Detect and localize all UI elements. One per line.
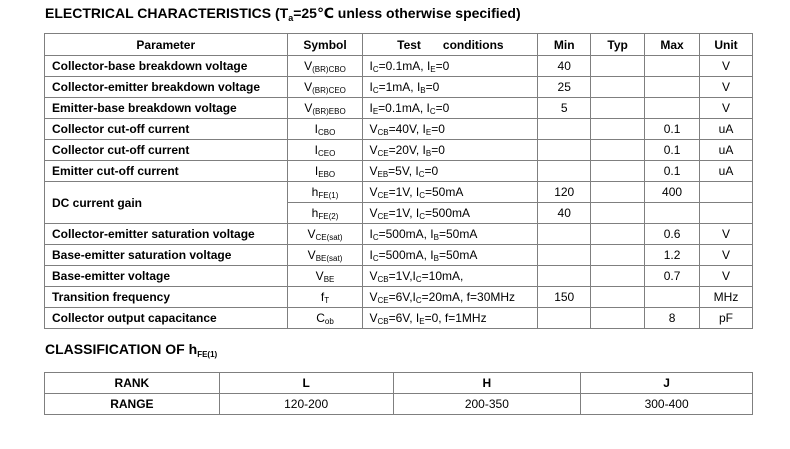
min-cell: 120 (538, 182, 591, 203)
min-cell (538, 245, 591, 266)
typ-cell (591, 56, 645, 77)
header-unit: Unit (700, 34, 753, 56)
unit-cell: uA (700, 119, 753, 140)
header-parameter: Parameter (45, 34, 288, 56)
classification-range-row (45, 394, 753, 415)
typ-cell (591, 308, 645, 329)
test-conditions-cell: $I_C=500mA$, $I_B=50mA$ (363, 245, 538, 266)
symbol-cell: $f_T$ (287, 287, 363, 308)
parameter-cell: Collector-emitter breakdown voltage (45, 77, 288, 98)
max-cell (645, 56, 700, 77)
symbol-cell: $I_{EBO}$ (287, 161, 363, 182)
symbol-cell: $V_{BE}$ (287, 266, 363, 287)
header-symbol: Symbol (287, 34, 363, 56)
typ-cell (591, 203, 645, 224)
max-cell: 0.7 (645, 266, 700, 287)
min-cell: 25 (538, 77, 591, 98)
unit-cell (700, 203, 753, 224)
typ-cell (591, 245, 645, 266)
parameter-cell: Collector-base breakdown voltage (45, 56, 288, 77)
test-conditions-cell: $V_{CE}=1V$, $I_C=50mA$ (363, 182, 538, 203)
min-cell: 5 (538, 98, 591, 119)
rank-h: H (393, 373, 581, 394)
symbol-cell: $V_{(BR)EBO}$ (287, 98, 363, 119)
min-cell (538, 224, 591, 245)
test-conditions-cell: $V_{CB}=1V,I_C=10mA$, (363, 266, 538, 287)
rank-l: L (219, 373, 393, 394)
typ-cell (591, 140, 645, 161)
electrical-characteristics-table (44, 33, 753, 329)
parameter-cell: Collector cut-off current (45, 119, 288, 140)
test-conditions-cell: $V_{CB}=6V$, $I_E=0$, f=1MHz (363, 308, 538, 329)
parameter-cell: Collector output capacitance (45, 308, 288, 329)
min-cell: 40 (538, 203, 591, 224)
typ-cell (591, 98, 645, 119)
typ-cell (591, 287, 645, 308)
unit-cell: V (700, 245, 753, 266)
parameter-cell: Collector-emitter saturation voltage (45, 224, 288, 245)
symbol-cell: $V_{(BR)CEO}$ (287, 77, 363, 98)
header-test-conditions: Test conditions (363, 34, 538, 56)
min-cell: 150 (538, 287, 591, 308)
symbol-cell: $h_{FE(1)}$ (287, 182, 363, 203)
unit-cell: V (700, 98, 753, 119)
test-conditions-cell: $I_E=0.1mA$, $I_C=0$ (363, 98, 538, 119)
test-conditions-cell: $V_{EB}=5V$, $I_C=0$ (363, 161, 538, 182)
symbol-cell: $I_{CBO}$ (287, 119, 363, 140)
parameter-cell: Transition frequency (45, 287, 288, 308)
table-row (45, 266, 753, 287)
test-conditions-cell: $I_C=1mA$, $I_B=0$ (363, 77, 538, 98)
parameter-cell: Base-emitter voltage (45, 266, 288, 287)
parameter-cell: DC current gain (45, 182, 288, 224)
max-cell: 0.1 (645, 161, 700, 182)
header-max: Max (645, 34, 700, 56)
min-cell (538, 161, 591, 182)
typ-cell (591, 224, 645, 245)
typ-cell (591, 77, 645, 98)
table-row (45, 119, 753, 140)
typ-cell (591, 182, 645, 203)
min-cell (538, 140, 591, 161)
max-cell: 400 (645, 182, 700, 203)
unit-cell: uA (700, 161, 753, 182)
table-row (45, 182, 753, 203)
classification-header-row (45, 373, 753, 394)
unit-cell: MHz (700, 287, 753, 308)
test-conditions-cell: $V_{CB}=40V$, $I_E=0$ (363, 119, 538, 140)
unit-cell: uA (700, 140, 753, 161)
max-cell: 1.2 (645, 245, 700, 266)
table-row (45, 56, 753, 77)
range-h: 200-350 (393, 394, 581, 415)
symbol-cell: $I_{CEO}$ (287, 140, 363, 161)
symbol-cell: $V_{BE(sat)}$ (287, 245, 363, 266)
typ-cell (591, 161, 645, 182)
range-l: 120-200 (219, 394, 393, 415)
section-title-electrical-characteristics: ELECTRICAL CHARACTERISTICS ($T_a=25℃$ unless otherwise specified) (45, 5, 521, 23)
test-conditions-cell: $V_{CE}=1V$, $I_C=500mA$ (363, 203, 538, 224)
test-conditions-cell: $I_C=0.1mA$, $I_E=0$ (363, 56, 538, 77)
parameter-cell: Base-emitter saturation voltage (45, 245, 288, 266)
max-cell (645, 98, 700, 119)
min-cell: 40 (538, 56, 591, 77)
range-j: 300-400 (581, 394, 753, 415)
section-title-classification: CLASSIFICATION OF $h_{FE(1)}$ (45, 341, 218, 359)
table-row (45, 77, 753, 98)
min-cell (538, 308, 591, 329)
unit-cell: V (700, 266, 753, 287)
table-row (45, 161, 753, 182)
max-cell: 0.1 (645, 140, 700, 161)
classification-table (44, 372, 753, 415)
range-label: RANGE (45, 394, 220, 415)
min-cell (538, 119, 591, 140)
unit-cell: pF (700, 308, 753, 329)
rank-j: J (581, 373, 753, 394)
max-cell (645, 287, 700, 308)
typ-cell (591, 266, 645, 287)
max-cell: 8 (645, 308, 700, 329)
test-conditions-cell: $I_C=500mA$, $I_B=50mA$ (363, 224, 538, 245)
header-typ: Typ (591, 34, 645, 56)
table-row (45, 224, 753, 245)
max-cell (645, 203, 700, 224)
parameter-cell: Collector cut-off current (45, 140, 288, 161)
table-header-row (45, 34, 753, 56)
unit-cell: V (700, 56, 753, 77)
table-row (45, 140, 753, 161)
symbol-cell: $V_{(BR)CBO}$ (287, 56, 363, 77)
unit-cell (700, 182, 753, 203)
table-row (45, 308, 753, 329)
max-cell (645, 77, 700, 98)
parameter-cell: Emitter cut-off current (45, 161, 288, 182)
max-cell: 0.1 (645, 119, 700, 140)
rank-label: RANK (45, 373, 220, 394)
max-cell: 0.6 (645, 224, 700, 245)
parameter-cell: Emitter-base breakdown voltage (45, 98, 288, 119)
test-conditions-cell: $V_{CE}=6V,I_C=20mA$, f=30MHz (363, 287, 538, 308)
typ-cell (591, 119, 645, 140)
unit-cell: V (700, 77, 753, 98)
min-cell (538, 266, 591, 287)
symbol-cell: $h_{FE(2)}$ (287, 203, 363, 224)
header-min: Min (538, 34, 591, 56)
symbol-cell: $C_{ob}$ (287, 308, 363, 329)
symbol-cell: $V_{CE(sat)}$ (287, 224, 363, 245)
table-row (45, 287, 753, 308)
table-row (45, 245, 753, 266)
unit-cell: V (700, 224, 753, 245)
test-conditions-cell: $V_{CE}=20V$, $I_B=0$ (363, 140, 538, 161)
table-row (45, 98, 753, 119)
